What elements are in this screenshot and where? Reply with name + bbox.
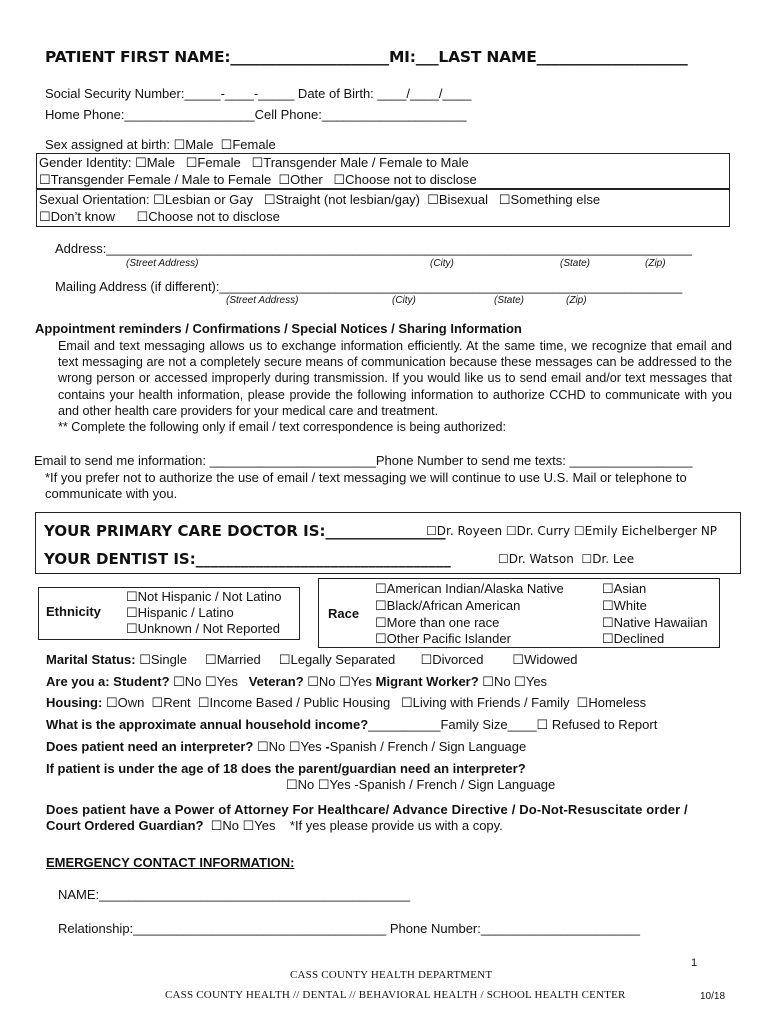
dentist-options: ☐Dr. Watson ☐Dr. Lee xyxy=(498,552,635,566)
phones-line: Home Phone:__________________Cell Phone:____________________ xyxy=(45,107,467,122)
reminders-paragraph: Email and text messaging allows us to exchange information efficiently. At the same time, we recognize that email and text messaging are not a completely secure means of communication because these messages can be addressed to the wrong person or accessed improperly during transmission. If you would like us to send email and/or text messages that contains your health information, please provide the following information to authorize CCHD to communicate with you and other health care providers for your medical care and treatment. xyxy=(58,339,732,418)
race-option: ☐Declined xyxy=(602,631,665,646)
address-line: Address:_________________________________________________________________________________ xyxy=(55,241,692,256)
race-option: ☐American Indian/Alaska Native xyxy=(375,581,564,596)
mailing-address-line: Mailing Address (if different):________________________________________________________________ xyxy=(55,279,683,294)
race-option: ☐Asian xyxy=(602,581,647,596)
interpreter-label: Does patient need an interpreter? xyxy=(46,739,254,754)
address-state-caption: (State) xyxy=(560,258,591,269)
emergency-name-line: NAME:___________________________________________ xyxy=(58,887,411,902)
migrant-label: Migrant Worker? xyxy=(375,674,479,689)
race-label: Race xyxy=(328,606,360,621)
income-label: What is the approximate annual household income? xyxy=(46,717,369,732)
income-rest: __________Family Size____☐ Refused to Report xyxy=(368,717,658,732)
veteran-options: ☐No ☐Yes xyxy=(303,674,376,689)
ethnicity-option: ☐Not Hispanic / Not Latino xyxy=(126,589,282,604)
status-questions-row xyxy=(46,674,547,690)
gender-identity-line1: Gender Identity: ☐Male ☐Female ☐Transgender Male / Female to Male xyxy=(39,155,469,170)
prefer-not-line1: *If you prefer not to authorize the use of email / text messaging we will continue to use U.S. Mail or telephone to xyxy=(45,470,687,485)
gender-identity-line2: ☐Transgender Female / Male to Female ☐Other ☐Choose not to disclose xyxy=(39,172,477,187)
emergency-heading: EMERGENCY CONTACT INFORMATION: xyxy=(46,855,295,870)
address-city-caption: (City) xyxy=(430,258,454,269)
race-option: ☐More than one race xyxy=(375,615,500,630)
income-row xyxy=(46,717,657,733)
reminders-heading: Appointment reminders / Confirmations / Special Notices / Sharing Information xyxy=(35,321,522,336)
prefer-not-line2: communicate with you. xyxy=(45,486,178,501)
race-option: ☐White xyxy=(602,598,647,613)
ssn-dob-line: Social Security Number:_____-____-_____ Date of Birth: ____/____/____ xyxy=(45,86,472,101)
marital-status-row xyxy=(46,652,578,668)
emergency-relationship-line: Relationship:___________________________________ Phone Number:______________________ xyxy=(58,921,640,936)
minor-interpreter-label: If patient is under the age of 18 does the parent/guardian need an interpreter? xyxy=(46,761,526,776)
mailing-zip-caption: (Zip) xyxy=(566,295,587,306)
race-option: ☐Native Hawaiian xyxy=(602,615,708,630)
housing-label: Housing: xyxy=(46,695,103,710)
dentist-label: YOUR DENTIST IS:__________________________________ xyxy=(44,550,451,568)
email-phone-line: Email to send me information: _______________________Phone Number to send me texts: _________________ xyxy=(34,453,693,468)
mailing-street-caption: (Street Address) xyxy=(226,295,299,306)
address-zip-caption: (Zip) xyxy=(645,258,666,269)
interpreter-options: ☐No ☐Yes xyxy=(253,739,326,754)
race-option: ☐Other Pacific Islander xyxy=(375,631,511,646)
patient-name-line: PATIENT FIRST NAME:_____________________MI:___LAST NAME____________________ xyxy=(45,48,688,66)
poa-line1: Does patient have a Power of Attorney For Healthcare/ Advance Directive / Do-Not-Resuscitate order / xyxy=(46,802,688,817)
primary-doctor-options: ☐Dr. Royeen ☐Dr. Curry ☐Emily Eichelberger NP xyxy=(426,524,718,538)
migrant-options: ☐No ☐Yes xyxy=(478,674,548,689)
footer-revision: 10/18 xyxy=(700,991,726,1002)
interpreter-dash: - xyxy=(325,739,330,754)
mailing-state-caption: (State) xyxy=(494,295,525,306)
primary-doctor-label: YOUR PRIMARY CARE DOCTOR IS:________________ xyxy=(44,522,446,540)
address-street-caption: (Street Address) xyxy=(126,258,199,269)
race-option: ☐Black/African American xyxy=(375,598,521,613)
sex-at-birth-line: Sex assigned at birth: ☐Male ☐Female xyxy=(45,137,276,152)
student-options: ☐No ☐Yes xyxy=(169,674,246,689)
poa-guardian-label: Court Ordered Guardian? xyxy=(46,818,204,833)
sexual-orientation-line1: Sexual Orientation: ☐Lesbian or Gay ☐Straight (not lesbian/gay) ☐Bisexual ☐Something else xyxy=(39,192,601,207)
housing-row xyxy=(46,695,646,711)
minor-interpreter-options: ☐No ☐Yes -Spanish / French / Sign Language xyxy=(286,777,556,792)
sexual-orientation-line2: ☐Don’t know ☐Choose not to disclose xyxy=(39,209,280,224)
footer-centers: CASS COUNTY HEALTH // DENTAL // BEHAVIORAL HEALTH / SCHOOL HEALTH CENTER xyxy=(165,989,626,1001)
veteran-label: Veteran? xyxy=(245,674,304,689)
mailing-city-caption: (City) xyxy=(392,295,416,306)
reminders-note: ** Complete the following only if email / text correspondence is being authorized: xyxy=(58,420,507,434)
interpreter-languages: Spanish / French / Sign Language xyxy=(329,739,527,754)
ethnicity-option: ☐Unknown / Not Reported xyxy=(126,621,281,636)
footer-department: CASS COUNTY HEALTH DEPARTMENT xyxy=(290,969,493,981)
poa-options: ☐No ☐Yes *If yes please provide us with a copy. xyxy=(203,818,503,833)
ethnicity-label: Ethnicity xyxy=(46,604,101,619)
marital-status-label: Marital Status: xyxy=(46,652,136,667)
interpreter-row xyxy=(46,739,526,755)
poa-line2 xyxy=(46,818,503,834)
marital-status-options: ☐Single ☐Married ☐Legally Separated ☐Divorced ☐Widowed xyxy=(139,652,578,667)
student-label: Are you a: Student? xyxy=(46,674,170,689)
ethnicity-option: ☐Hispanic / Latino xyxy=(126,605,234,620)
page-number: 1 xyxy=(691,957,698,969)
housing-options: ☐Own ☐Rent ☐Income Based / Public Housing ☐Living with Friends / Family ☐Homeless xyxy=(102,695,647,710)
